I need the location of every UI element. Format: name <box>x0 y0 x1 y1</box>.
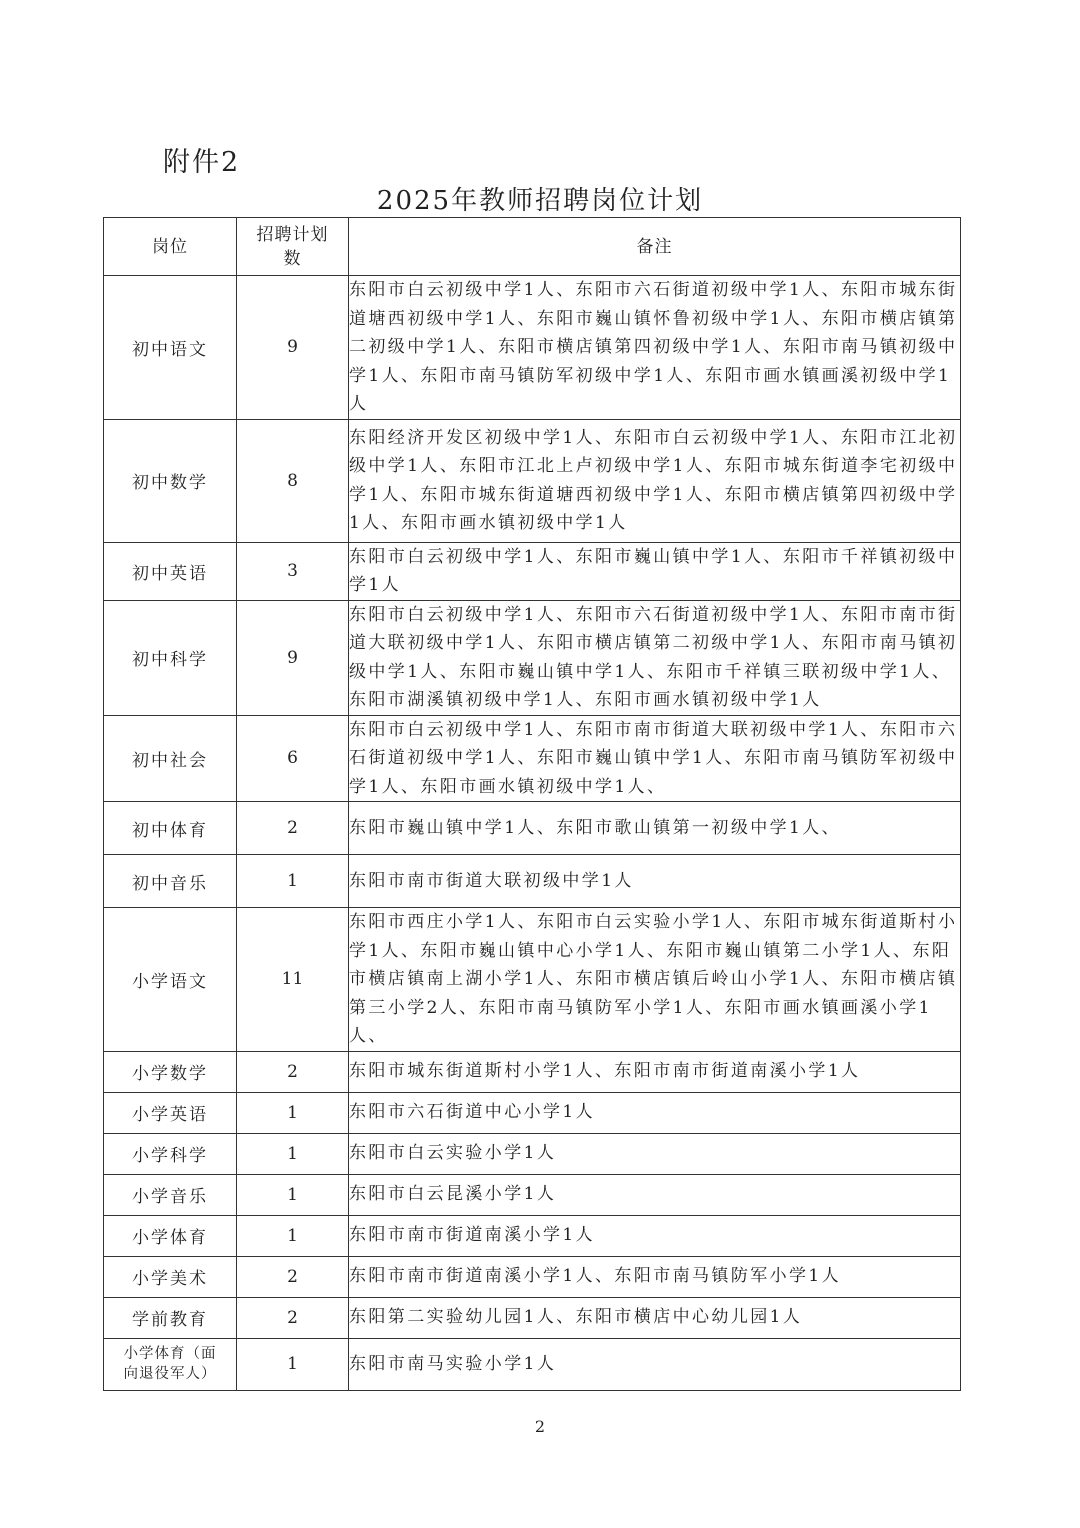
row-position: 小学音乐 <box>104 1174 237 1215</box>
table-row <box>104 715 961 802</box>
header-position: 岗位 <box>104 218 237 276</box>
table-row <box>104 1092 961 1133</box>
row-position-line1: 小学体育（面 <box>123 1346 217 1362</box>
table-header-row <box>104 218 961 276</box>
row-position: 学前教育 <box>104 1297 237 1338</box>
recruitment-plan-table <box>103 217 961 1391</box>
row-position: 初中数学 <box>104 419 237 542</box>
table-row <box>104 802 961 855</box>
page-number: 2 <box>534 1417 546 1436</box>
row-position: 初中科学 <box>104 600 237 715</box>
row-position <box>104 1338 237 1390</box>
header-notes: 备注 <box>349 218 961 276</box>
row-position: 初中社会 <box>104 715 237 802</box>
row-notes: 东阳市白云昆溪小学1人 <box>349 1174 961 1215</box>
row-count: 9 <box>237 276 349 420</box>
row-position: 小学数学 <box>104 1051 237 1092</box>
row-position: 小学语文 <box>104 908 237 1052</box>
row-count: 2 <box>237 1297 349 1338</box>
row-count: 2 <box>237 1256 349 1297</box>
row-notes: 东阳市白云初级中学1人、东阳市六石街道初级中学1人、东阳市南市街道大联初级中学1人、东阳市横店镇第二初级中学1人、东阳市南马镇初级中学1人、东阳市巍山镇中学1人、东阳市千祥镇三联初级中学1人、东阳市湖溪镇初级中学1人、东阳市画水镇初级中学1人 <box>349 600 961 715</box>
row-notes: 东阳第二实验幼儿园1人、东阳市横店中心幼儿园1人 <box>349 1297 961 1338</box>
row-count: 2 <box>237 1051 349 1092</box>
row-position: 小学体育 <box>104 1215 237 1256</box>
table-row <box>104 855 961 908</box>
row-count: 1 <box>237 1092 349 1133</box>
table-row <box>104 1338 961 1390</box>
row-notes: 东阳市白云初级中学1人、东阳市六石街道初级中学1人、东阳市城东街道塘西初级中学1人、东阳市巍山镇怀鲁初级中学1人、东阳市横店镇第二初级中学1人、东阳市横店镇第四初级中学1人、东阳市南马镇初级中学1人、东阳市南马镇防军初级中学1人、东阳市画水镇画溪初级中学1人 <box>349 276 961 420</box>
row-position: 小学英语 <box>104 1092 237 1133</box>
row-notes: 东阳市白云初级中学1人、东阳市巍山镇中学1人、东阳市千祥镇初级中学1人 <box>349 542 961 600</box>
row-count: 6 <box>237 715 349 802</box>
table-row <box>104 419 961 542</box>
row-count: 9 <box>237 600 349 715</box>
table-row <box>104 1133 961 1174</box>
row-position: 初中音乐 <box>104 855 237 908</box>
table-row <box>104 276 961 420</box>
row-count: 1 <box>237 1338 349 1390</box>
row-notes: 东阳市白云实验小学1人 <box>349 1133 961 1174</box>
row-position: 初中语文 <box>104 276 237 420</box>
row-notes: 东阳市南马实验小学1人 <box>349 1338 961 1390</box>
table-row <box>104 1215 961 1256</box>
row-notes: 东阳经济开发区初级中学1人、东阳市白云初级中学1人、东阳市江北初级中学1人、东阳市江北上卢初级中学1人、东阳市城东街道李宅初级中学1人、东阳市城东街道塘西初级中学1人、东阳市横店镇第四初级中学1人、东阳市画水镇初级中学1人 <box>349 419 961 542</box>
row-position: 小学美术 <box>104 1256 237 1297</box>
row-count: 1 <box>237 1133 349 1174</box>
row-position-line2: 向退役军人） <box>123 1366 217 1382</box>
row-notes: 东阳市城东街道斯村小学1人、东阳市南市街道南溪小学1人 <box>349 1051 961 1092</box>
row-notes: 东阳市南市街道南溪小学1人、东阳市南马镇防军小学1人 <box>349 1256 961 1297</box>
row-notes: 东阳市西庄小学1人、东阳市白云实验小学1人、东阳市城东街道斯村小学1人、东阳市巍山镇中心小学1人、东阳市巍山镇第二小学1人、东阳市横店镇南上湖小学1人、东阳市横店镇后岭山小学1人、东阳市横店镇第三小学2人、东阳市南马镇防军小学1人、东阳市画水镇画溪小学1人、 <box>349 908 961 1052</box>
table-row <box>104 1297 961 1338</box>
table-row <box>104 542 961 600</box>
row-count: 2 <box>237 802 349 855</box>
document-title: 2025年教师招聘岗位计划 <box>376 186 704 216</box>
row-notes: 东阳市南市街道大联初级中学1人 <box>349 855 961 908</box>
table-row <box>104 908 961 1052</box>
attachment-label: 附件2 <box>163 147 241 178</box>
row-count: 1 <box>237 1174 349 1215</box>
row-count: 1 <box>237 855 349 908</box>
header-count <box>237 218 349 276</box>
row-position: 小学科学 <box>104 1133 237 1174</box>
row-notes: 东阳市六石街道中心小学1人 <box>349 1092 961 1133</box>
row-notes: 东阳市白云初级中学1人、东阳市南市街道大联初级中学1人、东阳市六石街道初级中学1人、东阳市巍山镇中学1人、东阳市南马镇防军初级中学1人、东阳市画水镇初级中学1人、 <box>349 715 961 802</box>
table-row <box>104 1256 961 1297</box>
header-count-line2: 数 <box>283 248 302 269</box>
row-position: 初中英语 <box>104 542 237 600</box>
table-row <box>104 1051 961 1092</box>
row-position: 初中体育 <box>104 802 237 855</box>
row-count: 3 <box>237 542 349 600</box>
row-notes: 东阳市南市街道南溪小学1人 <box>349 1215 961 1256</box>
row-count: 8 <box>237 419 349 542</box>
header-count-line1: 招聘计划 <box>256 224 329 245</box>
row-count: 11 <box>237 908 349 1052</box>
row-count: 1 <box>237 1215 349 1256</box>
table-row <box>104 600 961 715</box>
row-notes: 东阳市巍山镇中学1人、东阳市歌山镇第一初级中学1人、 <box>349 802 961 855</box>
table-row <box>104 1174 961 1215</box>
